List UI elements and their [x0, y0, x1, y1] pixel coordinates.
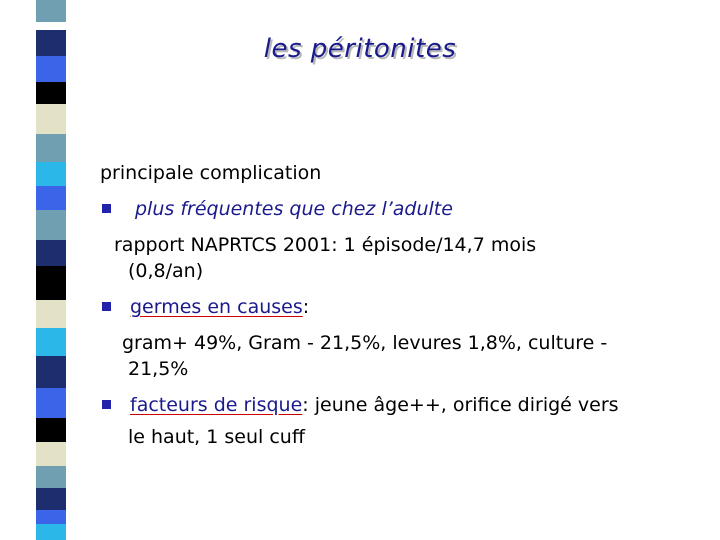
bullet-square-icon: [102, 302, 111, 311]
bullet-square-icon: [102, 204, 111, 213]
bullet-1-detail-line-2: (0,8/an): [128, 260, 204, 282]
bullet-3-detail-line-2: le haut, 1 seul cuff: [128, 426, 305, 448]
bullet-3-underlined-term: facteurs de risque: [130, 394, 303, 416]
bullet-1-text: plus fréquentes que chez l’adulte: [135, 198, 453, 220]
bullet-2-detail-line-2: 21,5%: [128, 358, 189, 380]
intro-line: principale complication: [100, 162, 322, 184]
bullet-2-underlined-term: germes en causes: [130, 296, 303, 318]
bullet-2-detail-line-1: gram+ 49%, Gram - 21,5%, levures 1,8%, culture -: [122, 332, 608, 354]
bullet-3-rest: : jeune âge++, orifice dirigé vers: [302, 394, 619, 416]
bullet-square-icon: [102, 400, 111, 409]
bullet-2-colon: :: [302, 296, 310, 318]
bullet-2-text: [130, 294, 309, 320]
slide-title: les péritonites: [263, 34, 457, 64]
bullet-1-detail-line-1: rapport NAPRTCS 2001: 1 épisode/14,7 mois: [114, 234, 537, 256]
bullet-3-text: [130, 392, 619, 418]
decorative-stripe-bar: [36, 0, 66, 540]
